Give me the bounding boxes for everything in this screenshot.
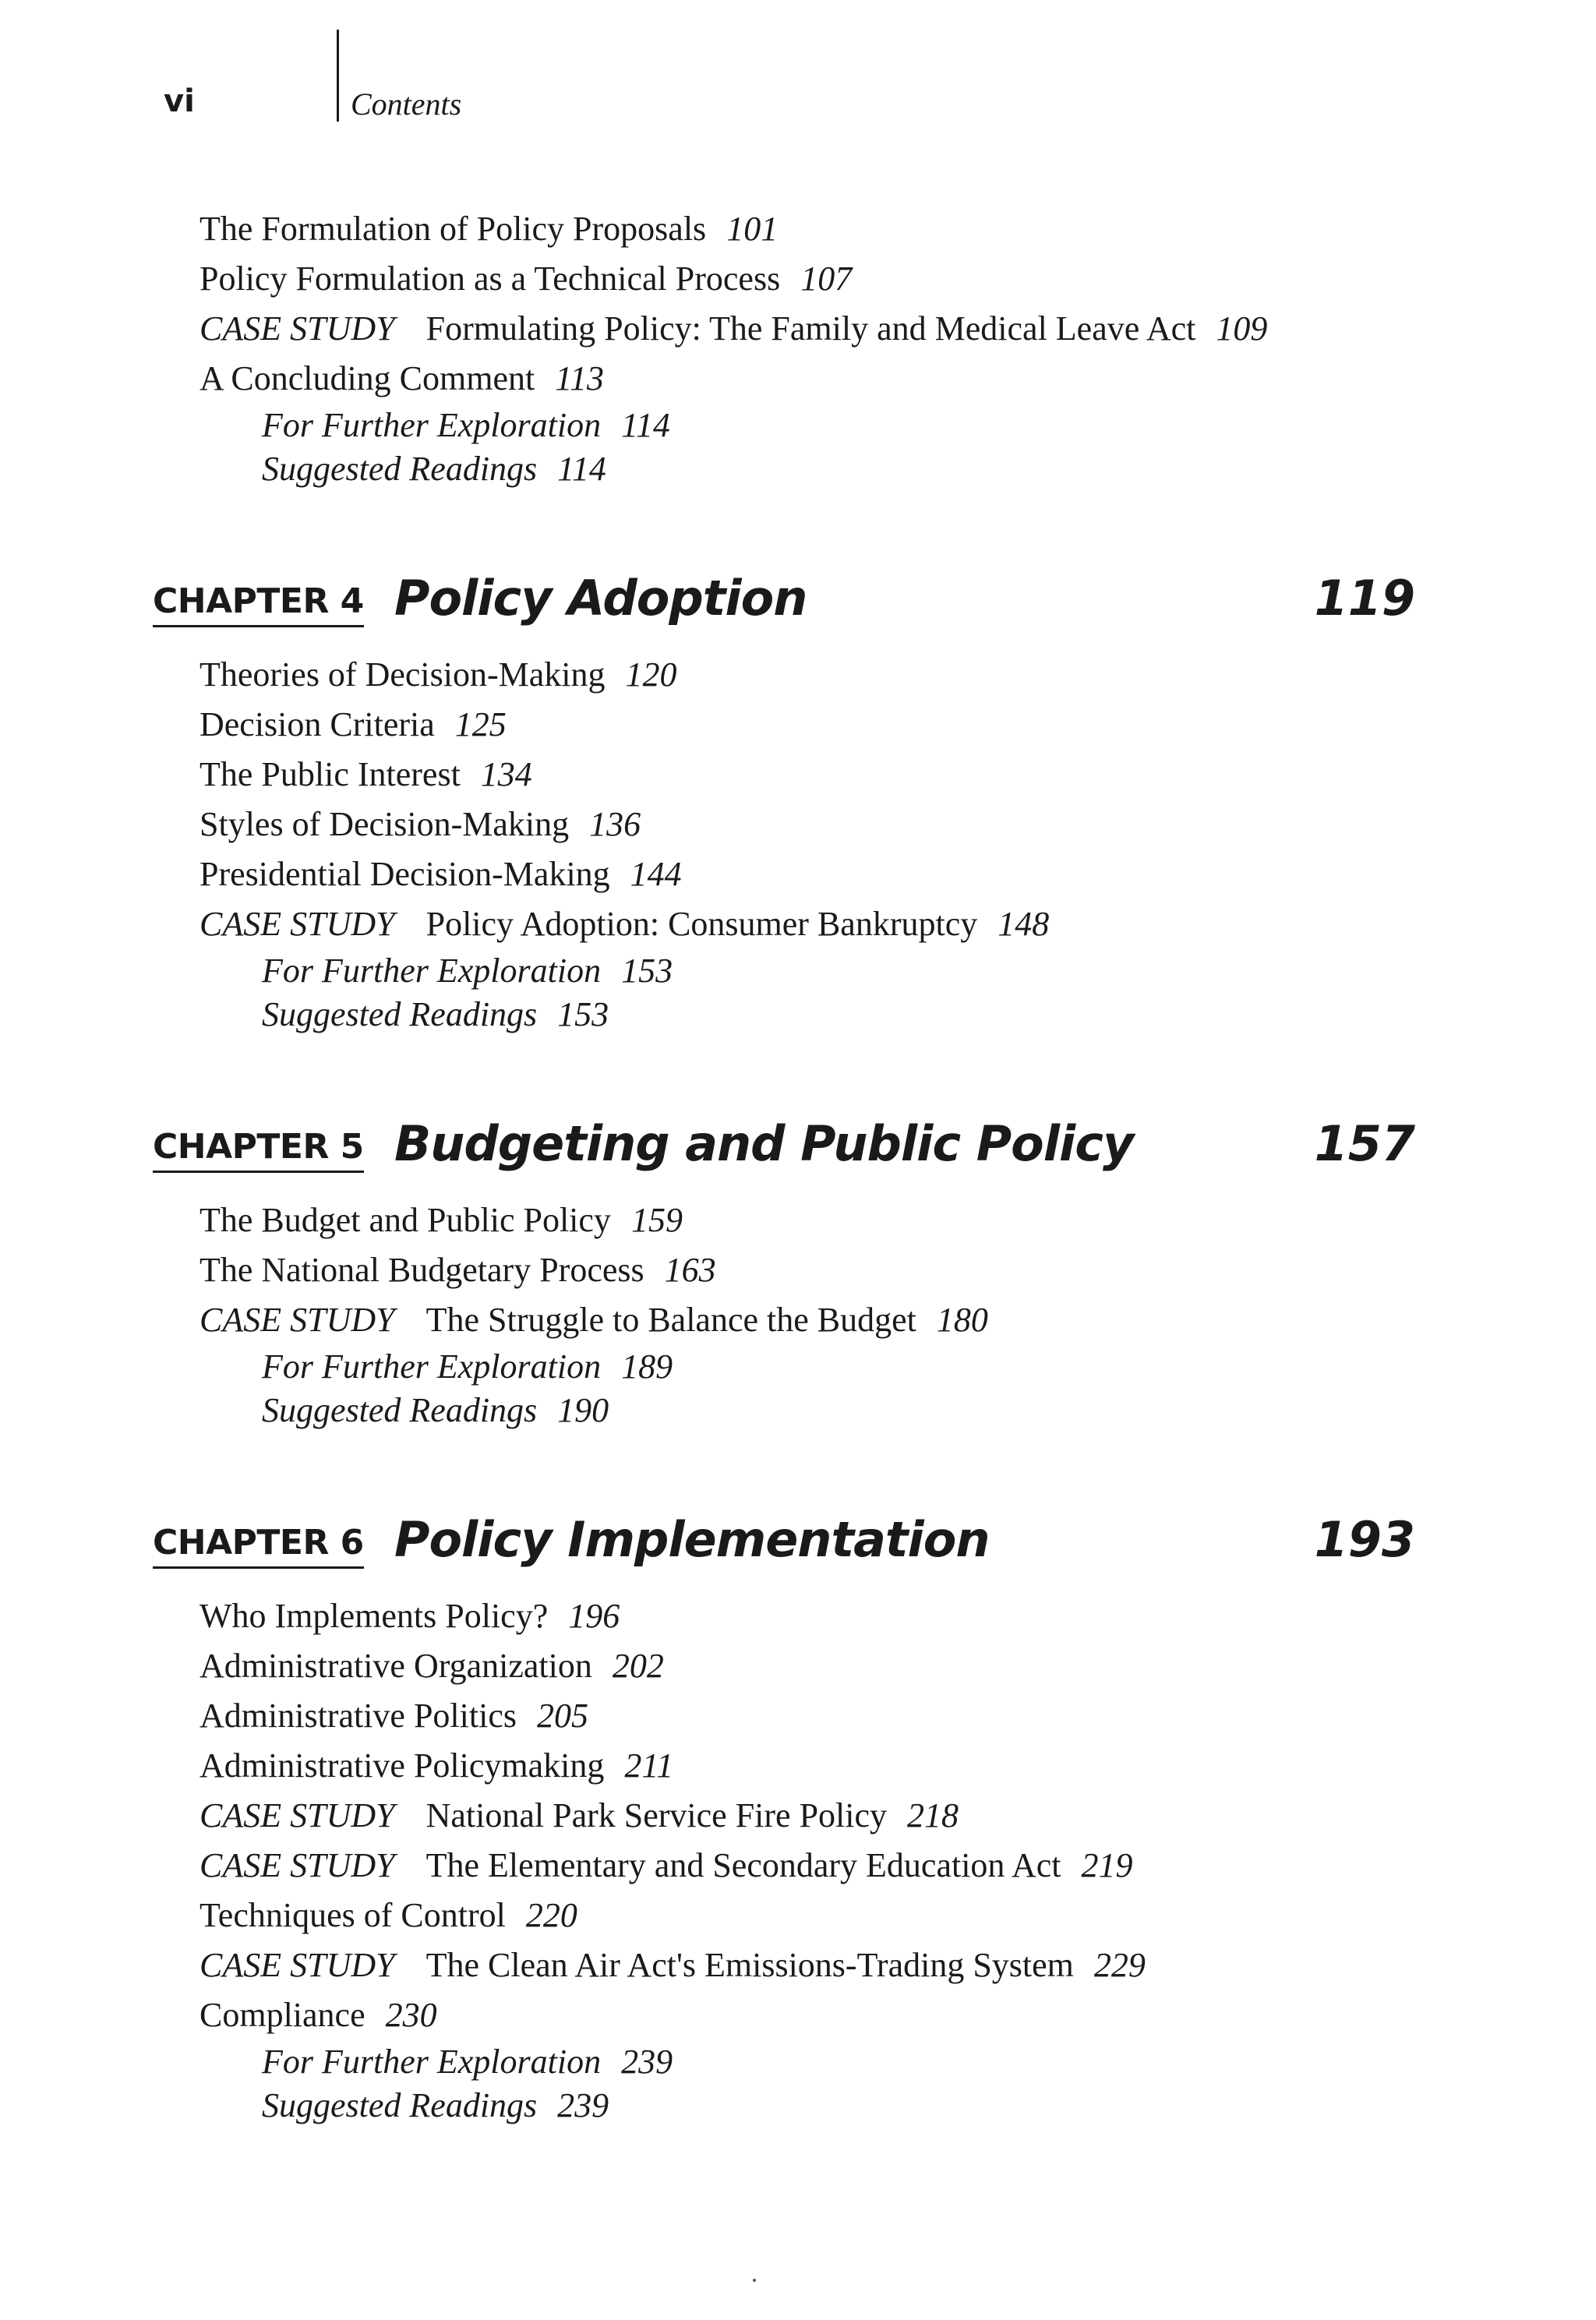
toc-entry-page: 196 [568, 1597, 620, 1635]
toc-entry-page: 159 [630, 1201, 683, 1239]
toc-entry-page: 153 [557, 995, 609, 1033]
toc-subentry [200, 447, 1415, 491]
toc-entry-title: For Further Exploration [262, 952, 602, 990]
toc-entry-title: Administrative Policymaking [200, 1746, 605, 1785]
toc-entry-case-study [200, 1940, 1415, 1990]
toc-entry [200, 1641, 1415, 1691]
table-of-contents [153, 204, 1415, 2128]
toc-entry-page: 109 [1216, 309, 1268, 348]
running-head: Contents [351, 87, 462, 122]
toc-entry [200, 849, 1415, 899]
chapter-page: 193 [1314, 1511, 1415, 1568]
toc-entry-page: 211 [624, 1746, 674, 1785]
toc-entry-case-study [200, 304, 1415, 354]
toc-subentry [200, 2084, 1415, 2128]
toc-entry [200, 750, 1415, 800]
chapter-page: 157 [1314, 1115, 1415, 1172]
toc-entry-page: 205 [536, 1697, 588, 1735]
case-study-label: CASE STUDY [200, 1846, 395, 1884]
case-study-label: CASE STUDY [200, 1796, 395, 1834]
toc-subentry [200, 2040, 1415, 2084]
chapter-label: CHAPTER 6 [153, 1523, 364, 1569]
chapter-heading-4 [153, 558, 1415, 650]
toc-subentry [200, 404, 1415, 447]
toc-subentry [200, 949, 1415, 993]
case-study-label: CASE STUDY [200, 905, 395, 943]
case-study-label: CASE STUDY [200, 1946, 395, 1984]
chapter-page: 119 [1314, 570, 1415, 627]
toc-entry-title: Administrative Organization [200, 1647, 592, 1685]
toc-entry [200, 650, 1415, 700]
toc-entry-title: Styles of Decision-Making [200, 805, 570, 843]
toc-entry-title: Decision Criteria [200, 705, 435, 743]
toc-entry-title: The Elementary and Secondary Education Act [425, 1846, 1061, 1884]
toc-entry-title: The Public Interest [200, 755, 461, 793]
toc-entry-page: 136 [589, 805, 641, 843]
toc-entry [200, 1891, 1415, 1940]
toc-entry-case-study [200, 1791, 1415, 1841]
toc-entry [200, 1990, 1415, 2040]
toc-entry-page: 180 [936, 1301, 988, 1339]
toc-entry [200, 1741, 1415, 1791]
toc-entry-title: Suggested Readings [262, 450, 538, 488]
toc-section-chapter-3-continued [200, 204, 1415, 491]
chapter-title: Budgeting and Public Policy [394, 1115, 1134, 1172]
toc-entry-title: The Clean Air Act's Emissions-Trading System [425, 1946, 1074, 1984]
toc-entry-title: The Budget and Public Policy [200, 1201, 611, 1239]
toc-entry [200, 254, 1415, 304]
chapter-heading-6 [153, 1499, 1415, 1591]
toc-entry-title: Presidential Decision-Making [200, 855, 610, 893]
toc-entry-title: Policy Formulation as a Technical Process [200, 260, 781, 298]
page-header [0, 0, 1596, 156]
toc-entry-title: The National Budgetary Process [200, 1251, 644, 1289]
toc-entry-page: 202 [612, 1647, 664, 1685]
toc-entry-title: Policy Adoption: Consumer Bankruptcy [425, 905, 978, 943]
chapter-heading-5 [153, 1104, 1415, 1195]
toc-entry-title: The Struggle to Balance the Budget [425, 1301, 916, 1339]
toc-entry [200, 1245, 1415, 1295]
toc-entry-title: Formulating Policy: The Family and Medical Leave Act [425, 309, 1196, 348]
toc-entry-title: For Further Exploration [262, 406, 602, 444]
toc-entry-title: Compliance [200, 1996, 365, 2034]
toc-entry-page: 125 [454, 705, 507, 743]
toc-entry-page: 144 [630, 855, 682, 893]
toc-entry-page: 101 [726, 210, 779, 248]
toc-entry-page: 148 [998, 905, 1050, 943]
toc-entry-title: Techniques of Control [200, 1896, 506, 1934]
toc-entry-page: 134 [480, 755, 532, 793]
toc-entry-title: Suggested Readings [262, 995, 538, 1033]
chapter-label: CHAPTER 4 [153, 581, 364, 627]
toc-entry-title: The Formulation of Policy Proposals [200, 210, 707, 248]
toc-entry-page: 230 [385, 1996, 437, 2034]
toc-entry-page: 220 [525, 1896, 577, 1934]
toc-subentry [200, 1389, 1415, 1432]
toc-subentry [200, 993, 1415, 1036]
toc-entry [200, 354, 1415, 404]
case-study-label: CASE STUDY [200, 1301, 395, 1339]
chapter-entries-4 [200, 650, 1415, 1036]
toc-entry-title: For Further Exploration [262, 2043, 602, 2081]
toc-entry-title: For Further Exploration [262, 1347, 602, 1386]
toc-entry-page: 218 [907, 1796, 959, 1834]
toc-entry-case-study [200, 1295, 1415, 1345]
toc-entry-title: Suggested Readings [262, 1391, 538, 1429]
toc-entry-page: 114 [557, 450, 606, 488]
toc-entry-title: National Park Service Fire Policy [425, 1796, 888, 1834]
toc-entry-page: 107 [800, 260, 853, 298]
chapter-title: Policy Implementation [394, 1511, 990, 1568]
toc-entry [200, 1591, 1415, 1641]
header-rule [337, 30, 339, 122]
toc-entry-page: 163 [664, 1251, 716, 1289]
chapter-entries-6 [200, 1591, 1415, 2128]
toc-entry-title: A Concluding Comment [200, 359, 535, 397]
chapter-entries-5 [200, 1195, 1415, 1432]
toc-entry-page: 114 [621, 406, 670, 444]
toc-entry-title: Theories of Decision-Making [200, 655, 606, 694]
toc-entry [200, 1691, 1415, 1741]
toc-entry-page: 229 [1093, 1946, 1146, 1984]
toc-entry [200, 700, 1415, 750]
toc-entry-page: 219 [1081, 1846, 1133, 1884]
scan-speck [753, 2279, 756, 2282]
toc-entry-title: Administrative Politics [200, 1697, 517, 1735]
toc-entry [200, 800, 1415, 849]
toc-entry-title: Who Implements Policy? [200, 1597, 549, 1635]
toc-entry-page: 113 [555, 359, 604, 397]
case-study-label: CASE STUDY [200, 309, 395, 348]
page-folio: vi [164, 83, 195, 119]
toc-entry-page: 239 [621, 2043, 673, 2081]
toc-entry-page: 190 [557, 1391, 609, 1429]
toc-subentry [200, 1345, 1415, 1389]
toc-entry-page: 153 [621, 952, 673, 990]
toc-entry-page: 120 [625, 655, 677, 694]
toc-entry-page: 239 [557, 2086, 609, 2124]
toc-entry [200, 204, 1415, 254]
toc-entry-case-study [200, 899, 1415, 949]
toc-entry-page: 189 [621, 1347, 673, 1386]
chapter-label: CHAPTER 5 [153, 1127, 364, 1173]
toc-entry [200, 1195, 1415, 1245]
toc-entry-case-study [200, 1841, 1415, 1891]
chapter-title: Policy Adoption [394, 570, 807, 627]
toc-entry-title: Suggested Readings [262, 2086, 538, 2124]
